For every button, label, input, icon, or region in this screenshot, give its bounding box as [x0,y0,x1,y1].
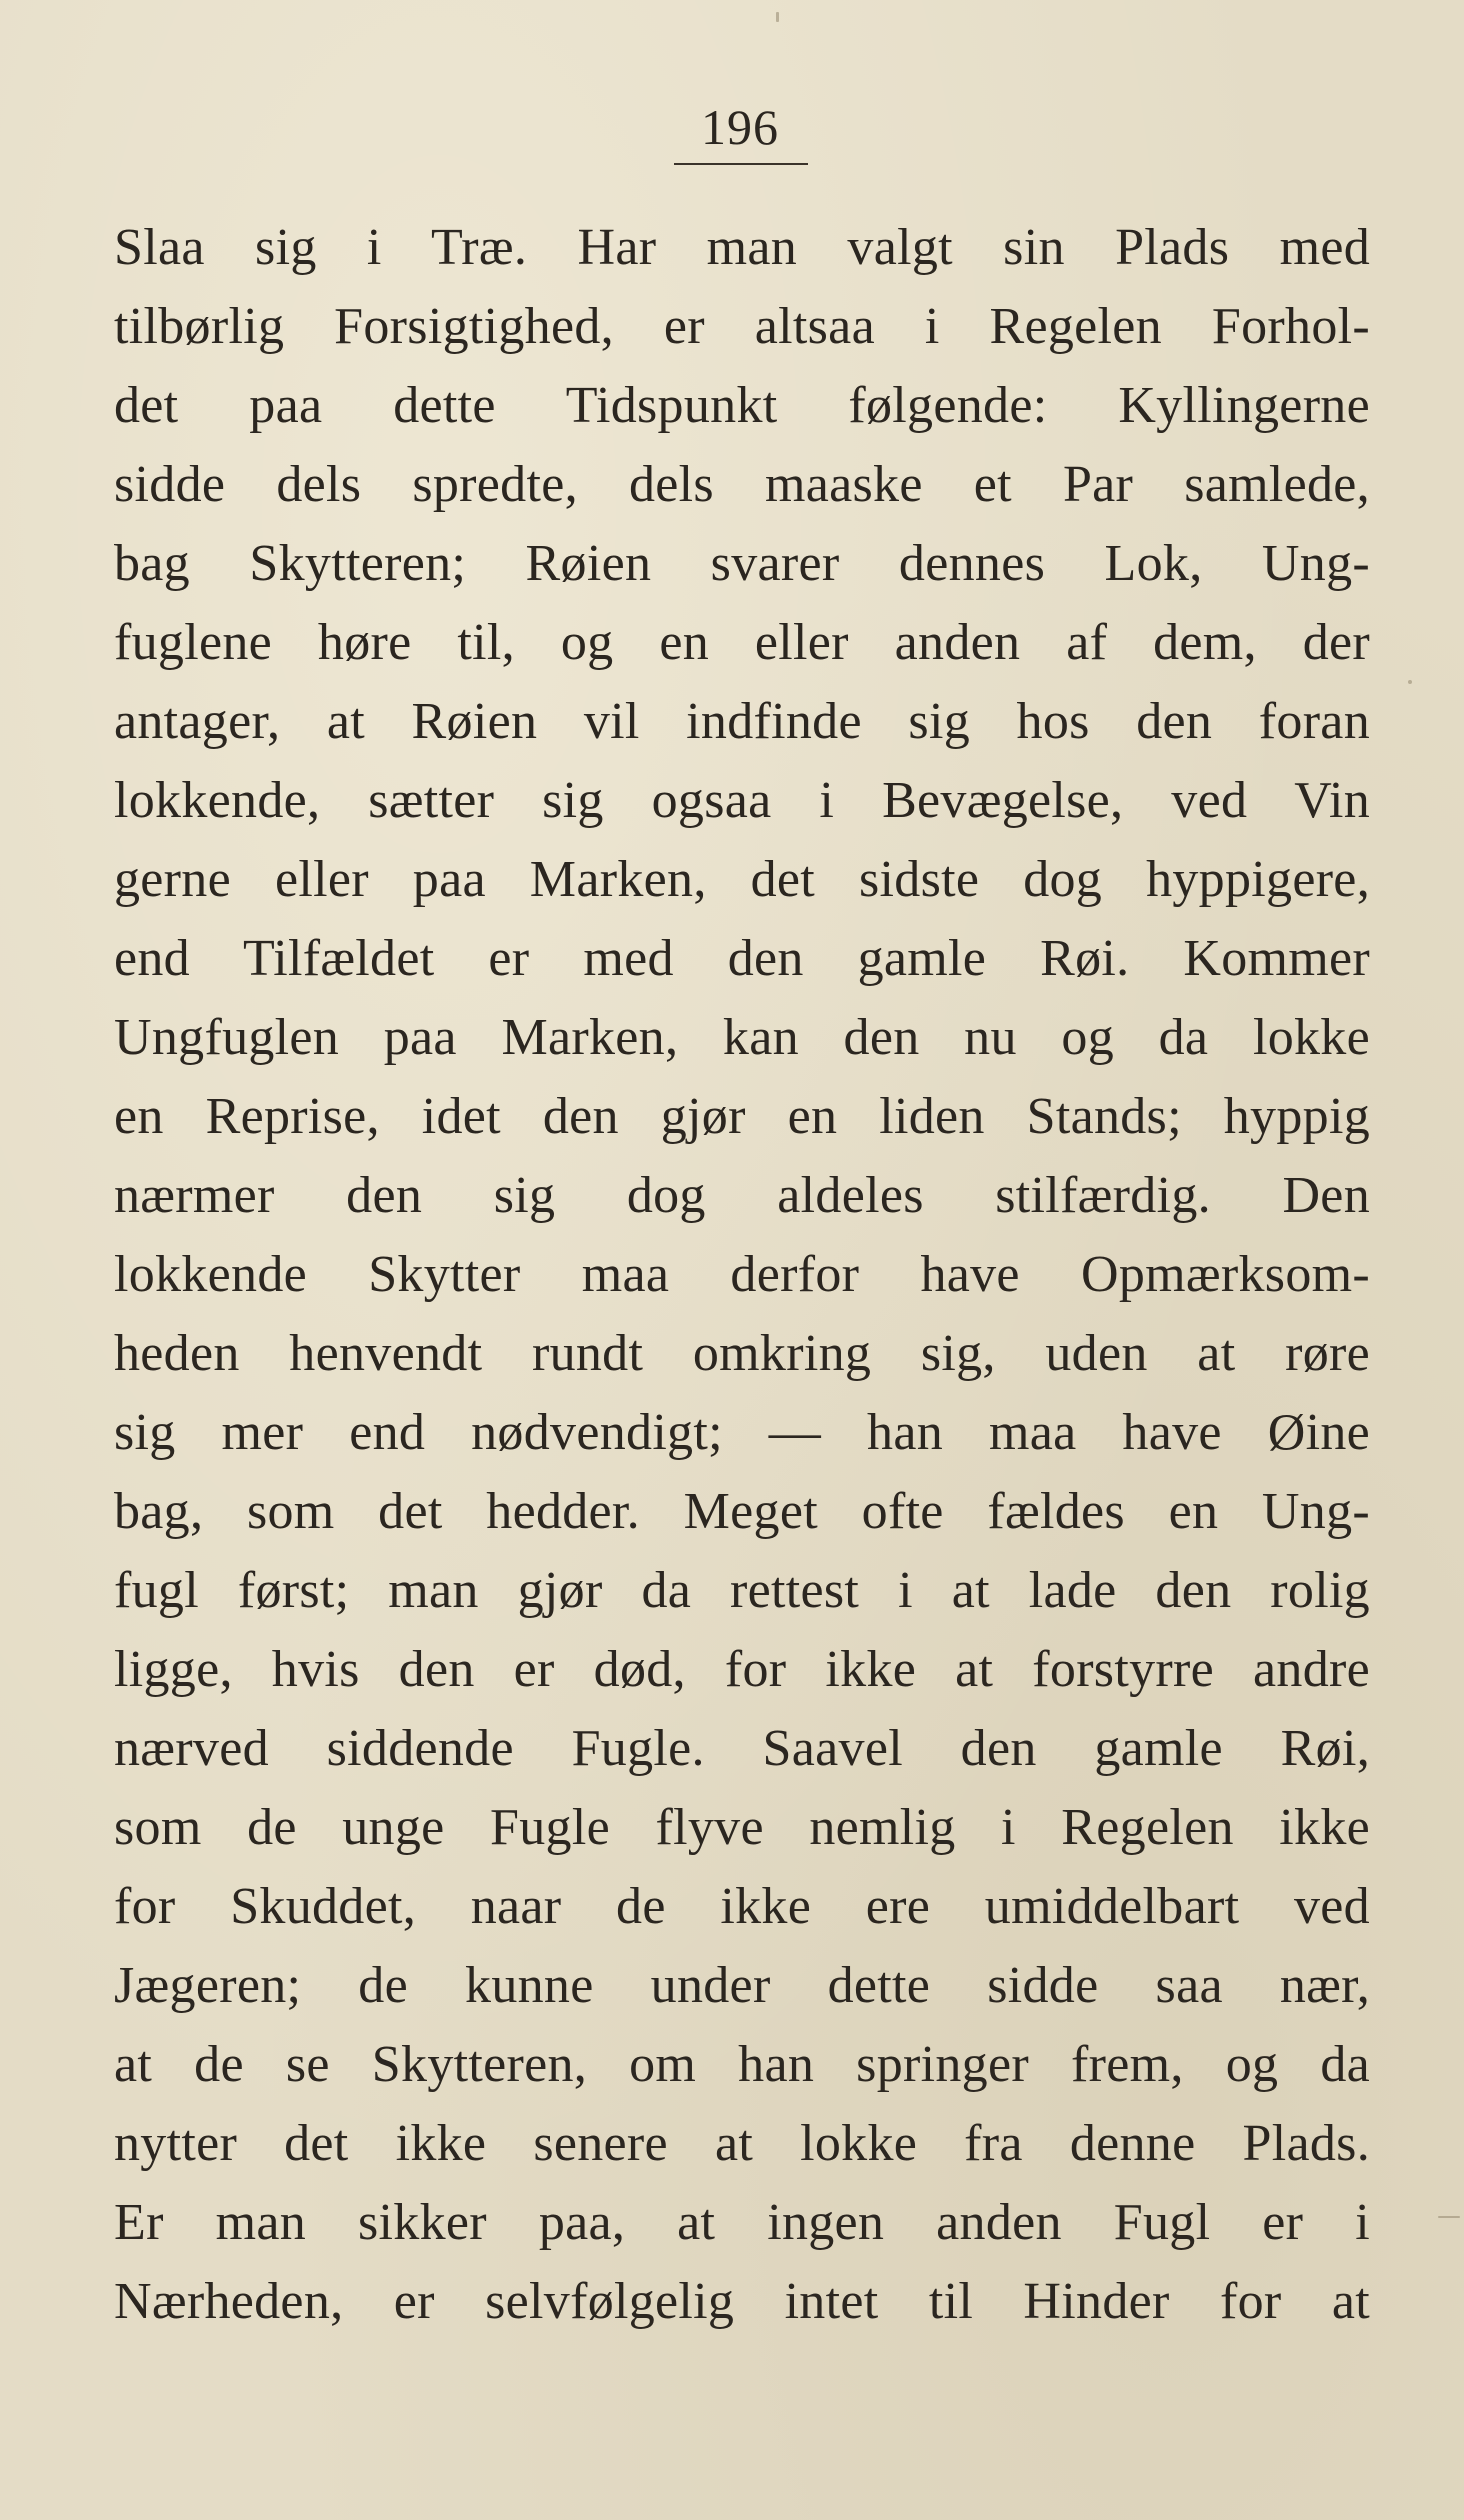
text-line: det paa dette Tidspunkt følgende: Kyllingerne [114,377,1370,434]
text-line: Ungfuglen paa Marken, kan den nu og da lokke [114,1009,1370,1066]
text-line: bag, som det hedder. Meget ofte fældes en Ung- [114,1483,1370,1540]
text-line: at de se Skytteren, om han springer frem, og da [114,2036,1370,2093]
text-line: tilbørlig Forsigtighed, er altsaa i Regelen Forhol- [114,298,1370,355]
page-number-rule [674,163,808,165]
text-line: nærmer den sig dog aldeles stilfærdig. Den [114,1167,1370,1224]
text-line: Slaa sig i Træ. Har man valgt sin Plads med [114,219,1370,276]
text-line: for Skuddet, naar de ikke ere umiddelbart ved [114,1878,1370,1935]
text-line: en Reprise, idet den gjør en liden Stands; hyppig [114,1088,1370,1145]
text-line: Er man sikker paa, at ingen anden Fugl er i [114,2194,1370,2251]
text-line: bag Skytteren; Røien svarer dennes Lok, Ung- [114,535,1370,592]
text-line: sig mer end nødvendigt; — han maa have Øine [114,1404,1370,1461]
text-line: nærved siddende Fugle. Saavel den gamle Røi, [114,1720,1370,1777]
paper-speck [1438,2216,1460,2218]
text-line: antager, at Røien vil indfinde sig hos den foran [114,693,1370,750]
text-line: lokkende Skytter maa derfor have Opmærksom- [114,1246,1370,1303]
text-line: end Tilfældet er med den gamle Røi. Kommer [114,930,1370,987]
page-number: 196 [701,99,779,155]
body-text [114,218,1370,2351]
text-line: heden henvendt rundt omkring sig, uden at røre [114,1325,1370,1382]
paper-speck [776,12,779,22]
text-line: gerne eller paa Marken, det sidste dog hyppigere, [114,851,1370,908]
text-line: Jægeren; de kunne under dette sidde saa nær, [114,1957,1370,2014]
text-line: lokkende, sætter sig ogsaa i Bevægelse, ved Vin [114,772,1370,829]
text-line: Nærheden, er selvfølgelig intet til Hinder for at [114,2273,1370,2330]
text-line: ligge, hvis den er død, for ikke at forstyrre andre [114,1641,1370,1698]
text-line: sidde dels spredte, dels maaske et Par samlede, [114,456,1370,513]
text-line: fuglene høre til, og en eller anden af dem, der [114,614,1370,671]
page-number-container [672,98,808,156]
text-line: nytter det ikke senere at lokke fra denne Plads. [114,2115,1370,2172]
paper-speck [1408,680,1412,684]
text-line: som de unge Fugle flyve nemlig i Regelen ikke [114,1799,1370,1856]
text-line: fugl først; man gjør da rettest i at lade den rolig [114,1562,1370,1619]
